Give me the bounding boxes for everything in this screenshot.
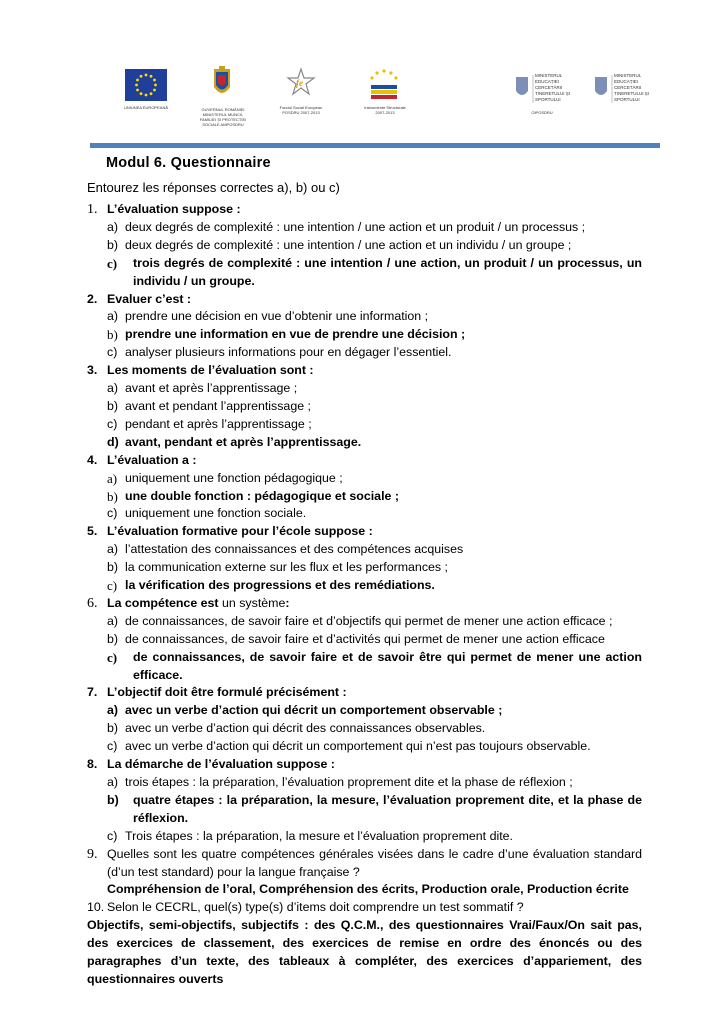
question-text-rest: un système: [218, 595, 286, 610]
question-4: [87, 452, 642, 470]
option: [87, 380, 642, 398]
option: [87, 237, 642, 255]
question-number: 7.: [87, 685, 98, 700]
option-text: avant et pendant l’apprentissage ;: [125, 398, 311, 413]
question-7: [87, 684, 642, 702]
option-label: b): [107, 237, 119, 252]
option-text: quatre étapes : la préparation, la mesure, l’évaluation proprement dite, et la phase de réflexion.: [133, 792, 642, 825]
option-text: prendre une décision en vue d’obtenir une information ;: [125, 309, 429, 324]
option-correct: [87, 326, 642, 344]
option-text: de connaissances, de savoir faire et de savoir être qui permet de mener une action efficace.: [133, 649, 642, 682]
option-text: Trois étapes : la préparation, la mesure et l’évaluation proprement dite.: [125, 828, 513, 843]
ministry-caption-2: MINISTERUL EDUCAȚIEI CERCETĂRII TINERETULUI ȘI SPORTULUI: [614, 73, 650, 102]
instruction-text: Entourez les réponses correctes a), b) ou c): [87, 180, 340, 195]
option-label: b): [107, 398, 119, 413]
answer-text: Objectifs, semi-objectifs, subjectifs : des Q.C.M., des questionnaires Vrai/Faux/On sait pas, des exercices de classement, des exercices de remise en ordre des énoncés ou des paragraphes d’un texte, des tableaux à compléter, des exercices d’appariement, des questionnaires ouverts: [87, 918, 642, 986]
question-number: 6.: [87, 595, 98, 611]
option-label: b): [107, 560, 119, 575]
question-text: L’évaluation suppose :: [107, 202, 241, 216]
option-label: b): [107, 327, 118, 343]
option: [87, 541, 642, 559]
option: [87, 559, 642, 577]
option-label: a): [107, 613, 119, 628]
question-text: Selon le CECRL, quel(s) type(s) d’items doit comprendre un test sommatif ?: [107, 900, 524, 915]
question-6: [87, 595, 642, 613]
option: [87, 416, 642, 434]
option-label: c): [107, 578, 118, 594]
ministry-caption-1: MINISTERUL EDUCAȚIEI CERCETĂRII TINERETULUI ȘI SPORTULUI: [535, 73, 571, 102]
option-text: la communication externe sur les flux et les performances ;: [125, 560, 448, 575]
option: [87, 398, 642, 416]
question-5: [87, 523, 642, 541]
option-label: a): [107, 470, 118, 486]
option-label: b): [107, 721, 119, 736]
fse-caption: Fondul Social European POSDRU 2007-2013: [279, 105, 323, 115]
option-label: c): [107, 345, 118, 360]
option-text: deux degrés de complexité : une intention / une action et un individu / un groupe ;: [125, 237, 572, 252]
eu-flag-logo: [125, 69, 167, 109]
option-correct: [87, 649, 642, 685]
option-text: une double fonction : pédagogique et sociale ;: [125, 488, 399, 503]
question-number: 9.: [87, 846, 98, 862]
instrumente-caption: Instrumente Structurale 2007-2013: [364, 105, 406, 115]
option-text: trois degrés de complexité : une intention / une action, un produit / un processus, un individu / un groupe.: [133, 255, 642, 288]
instrumente-structurale-logo: [365, 67, 403, 101]
option: [87, 344, 642, 362]
option: [87, 219, 642, 237]
option-text: analyser plusieurs informations pour en dégager l’essentiel.: [125, 345, 452, 360]
option-text: l’attestation des connaissances et des compétences acquises: [125, 542, 464, 557]
option-label: a): [107, 381, 119, 396]
option-text: pendant et après l’apprentissage ;: [125, 416, 312, 431]
option-label: c): [107, 739, 118, 754]
header-rule: [90, 143, 660, 148]
option-label: c): [107, 828, 118, 843]
option-text: uniquement une fonction sociale.: [125, 506, 307, 521]
crest-icon: [210, 65, 234, 101]
option: [87, 828, 642, 846]
option: [87, 738, 642, 756]
fse-icon: [286, 67, 316, 97]
option-label: c): [107, 416, 118, 431]
option-text: avec un verbe d’action qui décrit un comportement qui n’est pas toujours observable.: [125, 739, 591, 754]
option-label: a): [107, 219, 119, 234]
question-text-bold: La compétence est: [107, 595, 219, 610]
option-text: de connaissances, de savoir faire et d’objectifs qui permet de mener une action efficace ;: [125, 613, 613, 628]
question-text: Evaluer c’est :: [107, 291, 192, 306]
romania-crest-logo: [210, 65, 234, 101]
option-label: b): [107, 488, 118, 504]
option-label: c): [107, 649, 118, 665]
option-text: prendre une information en vue de prendre une décision ;: [125, 327, 466, 342]
option-label: b): [107, 792, 119, 807]
option-correct: [87, 577, 642, 595]
oiposdru-caption: OIPOSDRU: [531, 110, 553, 115]
option-correct: [87, 792, 642, 828]
question-number: 1.: [87, 202, 98, 217]
eu-caption: UNIUNEA EUROPEANĂ: [123, 105, 168, 110]
question-text: Les moments de l’évaluation sont :: [107, 363, 314, 378]
option: [87, 631, 642, 649]
eu-flag-icon: [125, 69, 167, 101]
option: [87, 308, 642, 326]
question-2: [87, 291, 642, 309]
option-text: avec un verbe d’action qui décrit des connaissances observables.: [125, 721, 486, 736]
svg-text:fe: fe: [296, 78, 303, 88]
header-logos: [0, 55, 728, 145]
option-text: avec un verbe d’action qui décrit un comportement observable ;: [125, 703, 503, 718]
question-9: [87, 846, 642, 882]
question-text: La démarche de l’évaluation suppose :: [107, 757, 335, 772]
question-number: 3.: [87, 363, 98, 378]
question-3: [87, 362, 642, 380]
option-label: b): [107, 631, 119, 646]
structural-funds-icon: [365, 67, 403, 101]
option: [87, 774, 642, 792]
romania-gov-caption: GUVERNUL ROMÂNIEI MINISTERUL MUNCII, FAMILIEI ȘI PROTECȚIEI SOCIALE AMPOSDRU: [199, 107, 247, 127]
answer-text: Compréhension de l’oral, Compréhension des écrits, Production orale, Production écrite: [107, 882, 629, 897]
option-label: a): [107, 775, 119, 789]
option-correct: [87, 434, 642, 452]
option-correct: [87, 255, 642, 291]
question-text: L’évaluation a :: [107, 452, 197, 467]
question-text: L’objectif doit être formulé précisément :: [107, 685, 347, 700]
option-text: uniquement une fonction pédagogique ;: [125, 470, 343, 485]
question-text-colon: :: [285, 595, 290, 610]
question-number: 2.: [87, 291, 98, 306]
option-correct: [87, 702, 642, 720]
question-text: Quelles sont les quatre compétences générales visées dans le cadre d’une évaluation standard (d’un test standard) pour la langue française ?: [107, 846, 642, 879]
option-text: avant, pendant et après l’apprentissage.: [125, 434, 362, 449]
option-label: a): [107, 703, 119, 718]
question-number: 5.: [87, 524, 98, 539]
option-text: trois étapes : la préparation, l’évaluation proprement dite et la phase de réflexion ;: [125, 775, 573, 789]
option-text: la vérification des progressions et des remédiations.: [125, 578, 435, 593]
option-text: deux degrés de complexité : une intention / une action et un produit / un processus ;: [125, 219, 586, 234]
option: [87, 505, 642, 523]
page-title: Modul 6. Questionnaire: [106, 155, 271, 171]
option-text: de connaissances, de savoir faire et d’activités qui permet de mener une action efficace: [125, 631, 605, 646]
option-label: a): [107, 542, 119, 557]
option-label: c): [107, 255, 118, 271]
option: [87, 470, 642, 488]
option-label: a): [107, 309, 119, 324]
fse-logo: [286, 67, 316, 97]
question-1: [87, 201, 642, 219]
option-text: avant et après l’apprentissage ;: [125, 381, 298, 396]
question-number: 4.: [87, 452, 98, 467]
option-correct: [87, 488, 642, 506]
question-10: [87, 899, 642, 917]
option: [87, 720, 642, 738]
questionnaire: [87, 201, 642, 989]
question-number: 10.: [87, 900, 105, 915]
question-number: 8.: [87, 757, 98, 772]
option: [87, 613, 642, 631]
option-label: c): [107, 506, 118, 521]
question-text: L’évaluation formative pour l’école suppose :: [107, 524, 373, 539]
option-label: d): [107, 434, 119, 449]
question-8: [87, 756, 642, 774]
